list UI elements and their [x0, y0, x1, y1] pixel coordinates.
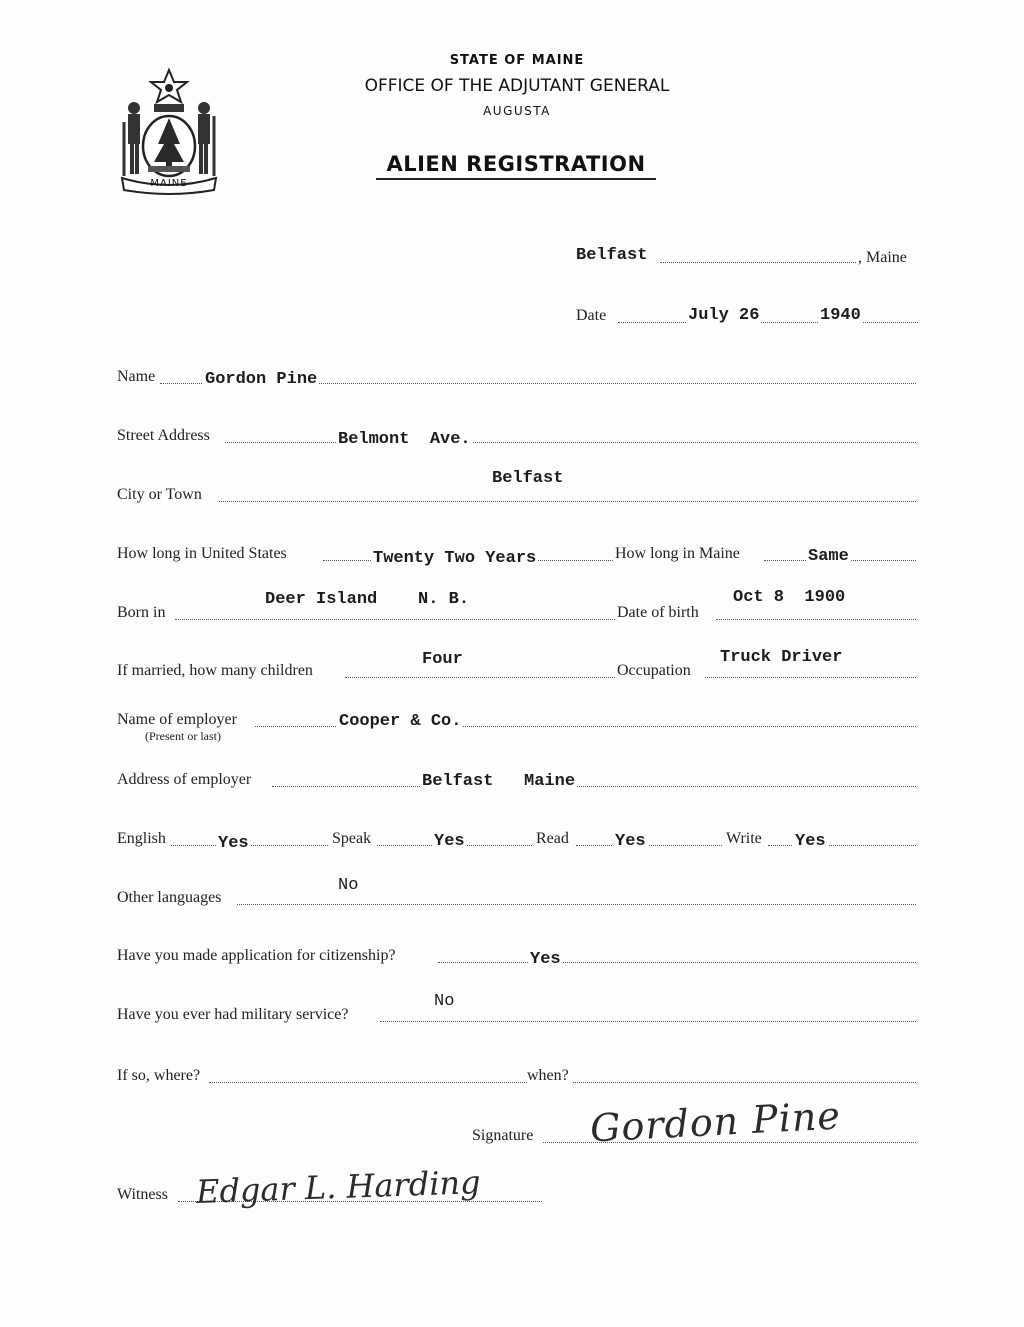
us-duration-value: Twenty Two Years	[373, 549, 537, 568]
when-label: when?	[527, 1067, 569, 1084]
name-label: Name	[117, 368, 156, 385]
other-languages-value: No	[338, 876, 359, 895]
employer-value: Cooper & Co.	[339, 712, 462, 731]
state-heading: STATE OF MAINE	[449, 53, 585, 68]
dob-value: Oct 8 1900	[733, 588, 846, 607]
witness-value: Edgar L. Harding	[195, 1163, 482, 1211]
street-value: Belmont Ave.	[338, 430, 471, 449]
seal-label: MAINE	[150, 178, 188, 189]
citizenship-label: Have you made application for citizenship?	[117, 947, 396, 964]
city-value: Belfast	[492, 469, 564, 488]
employer-address-value: Belfast Maine	[422, 772, 576, 791]
date-label: Date	[576, 307, 607, 324]
speak-value: Yes	[434, 832, 465, 851]
military-value: No	[434, 992, 455, 1011]
name-value: Gordon Pine	[205, 370, 318, 389]
title-underline	[376, 178, 656, 180]
children-label: If married, how many children	[117, 662, 313, 679]
maine-duration-label: How long in Maine	[615, 545, 740, 562]
date-year: 1940	[820, 306, 861, 325]
dob-label: Date of birth	[617, 604, 699, 621]
street-label: Street Address	[117, 427, 210, 444]
speak-label: Speak	[332, 830, 372, 847]
born-in-value: Deer Island N. B.	[265, 590, 470, 609]
where-label: If so, where?	[117, 1067, 201, 1084]
read-value: Yes	[615, 832, 646, 851]
signature-label: Signature	[472, 1127, 534, 1144]
state-suffix: , Maine	[858, 249, 907, 266]
military-label: Have you ever had military service?	[117, 1006, 349, 1023]
city-label: City or Town	[117, 486, 202, 503]
city-heading: AUGUSTA	[483, 104, 551, 118]
english-value: Yes	[218, 834, 249, 853]
employer-sublabel: (Present or last)	[145, 729, 221, 743]
signature-value: Gordon Pine	[589, 1093, 842, 1151]
us-duration-label: How long in United States	[117, 545, 287, 562]
witness-label: Witness	[117, 1186, 168, 1203]
english-label: English	[117, 830, 166, 847]
born-in-label: Born in	[117, 604, 166, 621]
form-title: ALIEN REGISTRATION	[386, 152, 646, 176]
occupation-value: Truck Driver	[720, 648, 843, 667]
read-label: Read	[536, 830, 569, 847]
office-heading: OFFICE OF THE ADJUTANT GENERAL	[364, 76, 670, 96]
other-languages-label: Other languages	[117, 889, 222, 906]
occupation-label: Occupation	[617, 662, 691, 679]
citizenship-value: Yes	[530, 950, 561, 969]
maine-duration-value: Same	[808, 547, 849, 566]
employer-label: Name of employer	[117, 711, 237, 728]
write-label: Write	[726, 830, 762, 847]
date-month-day: July 26	[688, 306, 760, 325]
employer-address-label: Address of employer	[117, 771, 252, 788]
maine-seal-icon	[114, 66, 224, 196]
children-value: Four	[422, 650, 463, 669]
town-value: Belfast	[576, 246, 648, 265]
write-value: Yes	[795, 832, 826, 851]
